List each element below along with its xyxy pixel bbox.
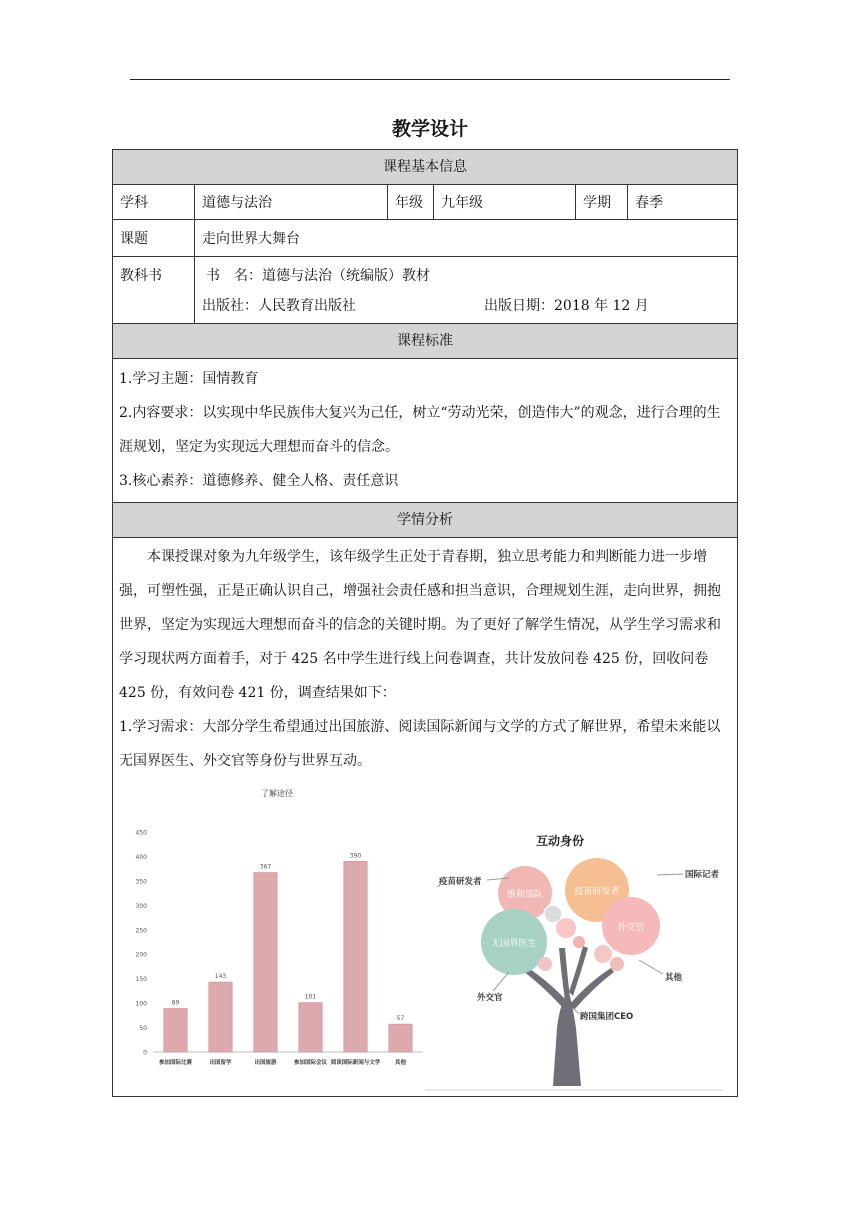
topic-label: 课题: [113, 220, 195, 256]
x-tick-label: 出国留学: [209, 1060, 232, 1066]
publisher: 出版社：人民教育出版社: [202, 298, 356, 314]
y-tick-label: 350: [135, 878, 147, 886]
bar-value-label: 101: [304, 993, 317, 1001]
bar-value-label: 57: [396, 1015, 405, 1023]
y-tick-label: 50: [139, 1025, 147, 1033]
publish-date: 出版日期：2018 年 12 月: [484, 298, 649, 314]
leader-line-reporter: [657, 874, 683, 875]
analysis-header: 学情分析: [113, 503, 737, 538]
y-tick-label: 300: [135, 902, 147, 910]
standard-item-3: 3.核心素养：道德修养、健全人格、责任意识: [119, 473, 399, 489]
bar-value-label: 89: [171, 999, 180, 1007]
subject-value: 道德与法治: [195, 185, 388, 219]
bubble-small-pink: [556, 918, 576, 938]
bar: [389, 1024, 412, 1052]
term-label: 学期: [576, 185, 628, 219]
bubble-small-grey: [544, 905, 562, 923]
header-rule: [130, 79, 730, 80]
term-value: 春季: [635, 195, 663, 211]
x-tick-label: 出国旅游: [254, 1060, 277, 1066]
y-tick-label: 400: [135, 853, 147, 861]
basic-info-table: [112, 149, 738, 326]
label-diplomat: 外交官: [477, 993, 503, 1003]
bubble-small-pink-3: [538, 957, 552, 971]
standard-item-1: 1.学习主题：国情教育: [119, 371, 259, 387]
label-vaccine-developer: 疫苗研发者: [439, 877, 482, 887]
topic-value: 走向世界大舞台: [202, 231, 300, 247]
bar-value-label: 367: [259, 863, 272, 871]
leader-line-other: [639, 960, 663, 974]
bubble-small-pink-4: [594, 945, 612, 963]
bar-chart: [121, 778, 431, 1096]
x-tick-label: 参加国际比赛: [158, 1060, 193, 1066]
leader-line-diplomat: [493, 972, 509, 991]
bar: [344, 861, 367, 1052]
y-tick-label: 250: [135, 927, 147, 935]
basic-info-header: 课程基本信息: [113, 150, 737, 185]
bar-value-label: 390: [349, 852, 362, 860]
y-tick-label: 450: [135, 829, 147, 837]
tree-title: 互动身份: [535, 834, 585, 848]
learning-need: 1.学习需求：大部分学生希望通过出国旅游、阅读国际新闻与文学的方式了解世界，希望未来能以无国界医生、外交官等身份与世界互动。: [119, 719, 721, 769]
textbook-label: 教科书: [113, 257, 195, 325]
standard-item-2: 2.内容要求：以实现中华民族伟大复兴为己任，树立“劳动光荣，创造伟大”的观念，进行合理的生涯规划，坚定为实现远大理想而奋斗的信念。: [119, 405, 721, 455]
grade-value: 九年级: [434, 185, 576, 219]
bubble-peacekeeper-label: 维和部队: [506, 890, 544, 900]
bar: [164, 1008, 187, 1052]
subject-row: [113, 185, 737, 220]
chart-title: 了解途径: [261, 789, 293, 798]
x-tick-label: 阅读国际新闻与文学: [330, 1060, 381, 1066]
leader-line-ceo: [573, 1008, 579, 1014]
x-tick-label: 其他: [394, 1060, 407, 1066]
bar: [299, 1003, 322, 1052]
y-tick-label: 100: [135, 1000, 147, 1008]
publish-line: [202, 291, 730, 321]
label-other: 其他: [665, 973, 683, 983]
bubble-small-pink-5: [610, 957, 624, 971]
analysis-paragraph: 本课授课对象为九年级学生，该年级学生正处于青春期，独立思考能力和判断能力进一步增强，可塑性强，正是正确认识自己，增强社会责任感和担当意识，合理规划生涯，走向世界，拥抱世界，坚定为实现远大理想而奋斗的信念的关键时期。为了更好了解学生情况，从学生学习需求和学习现状两方面着手，对于 425 名中学生进行线上问卷调查，共计发放问卷 425 份，回收问卷 425 份，有效问卷 421 份，调查结果如下：: [119, 549, 721, 701]
interaction-tree-figure: [413, 778, 733, 1096]
document-title: 教学设计: [391, 118, 468, 140]
textbook-info: [195, 257, 737, 325]
label-ceo: 跨国集团CEO: [580, 1012, 634, 1022]
y-tick-label: 0: [143, 1049, 147, 1057]
standards-header: 课程标准: [113, 324, 737, 359]
bubble-diplomat-label: 外交官: [617, 923, 645, 933]
y-tick-label: 150: [135, 976, 147, 984]
figures-area: [113, 778, 737, 1096]
bar: [254, 873, 277, 1052]
topic-row: [113, 220, 737, 257]
bubble-small-pink-2: [573, 936, 585, 948]
textbook-row: [113, 257, 737, 325]
label-international-reporter: 国际记者: [685, 870, 720, 880]
bubble-vaccine-developer-label: 疫苗研发者: [574, 887, 620, 897]
standards-analysis-table: [112, 323, 738, 1097]
x-tick-label: 参加国际会议: [293, 1060, 328, 1066]
standards-body: [113, 359, 737, 503]
analysis-body: [113, 538, 737, 1096]
bar-value-label: 143: [214, 973, 227, 981]
subject-label: 学科: [113, 185, 195, 219]
grade-label: 年级: [388, 185, 434, 219]
bubble-doctors-label: 无国界医生: [491, 939, 537, 949]
book-name: 书 名：道德与法治（统编版）教材: [206, 268, 430, 284]
y-tick-label: 200: [135, 951, 147, 959]
bar: [209, 982, 232, 1052]
